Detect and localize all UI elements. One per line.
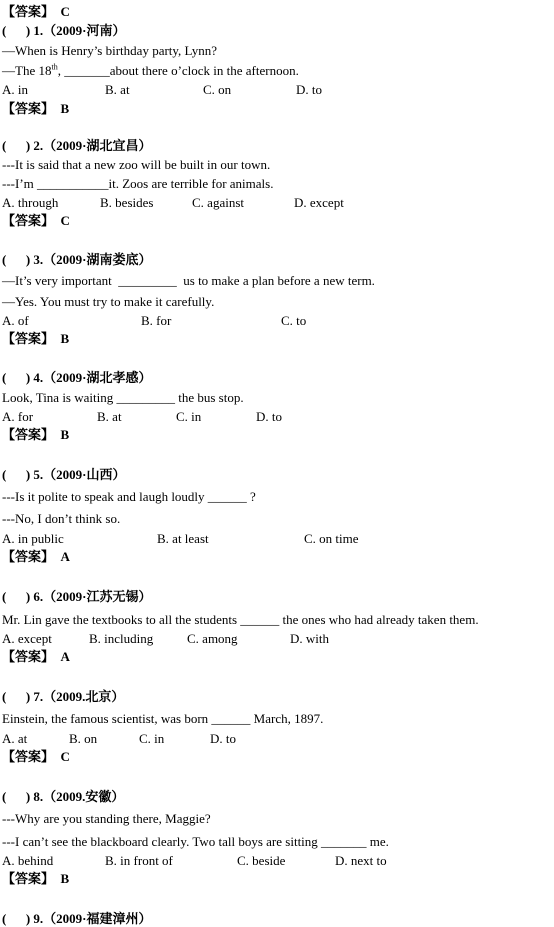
question-number: ( ) 4. <box>2 370 44 385</box>
answer-label: 【答案】 <box>2 101 55 116</box>
question-text: ---It is said that a new zoo will be built in our town. <box>2 157 271 172</box>
option: D. to <box>296 82 322 97</box>
option: A. of <box>2 313 29 328</box>
option: B. besides <box>100 195 154 210</box>
question-header <box>2 689 124 705</box>
answer-label: 【答案】 <box>2 331 55 346</box>
option: D. except <box>294 195 344 210</box>
option: C. among <box>187 631 238 646</box>
question-text: Einstein, the famous scientist, was born ______ March, 1897. <box>2 711 324 726</box>
option: C. in <box>139 731 165 746</box>
answer-label: 【答案】 <box>2 213 55 228</box>
question-number: ( ) 7. <box>2 689 44 704</box>
option: B. on <box>69 731 98 746</box>
option: C. against <box>192 195 244 210</box>
question-header <box>2 252 152 268</box>
option: A. at <box>2 731 28 746</box>
answer-line <box>2 4 70 20</box>
option: B. at <box>105 82 130 97</box>
question-header <box>2 789 124 805</box>
option: C. in <box>176 409 202 424</box>
question-number: ( ) 3. <box>2 252 44 267</box>
option: A. in <box>2 82 28 97</box>
answer-value: B <box>60 101 70 116</box>
answer-label: 【答案】 <box>2 871 55 886</box>
option: B. for <box>141 313 172 328</box>
text-fragment: , __ <box>57 63 78 78</box>
option: B. including <box>89 631 154 646</box>
question-text: ---Is it polite to speak and laugh loudly ______ ? <box>2 489 256 504</box>
answer-label: 【答案】 <box>2 549 55 564</box>
question-text: —It’s very important _________ us to make a plan before a new term. <box>2 273 375 288</box>
question-text: ---I’m ___________it. Zoos are terrible for animals. <box>2 176 274 191</box>
question-header <box>2 370 152 386</box>
text-fragment: —The 18 <box>2 63 52 78</box>
option: D. next to <box>335 853 387 868</box>
answer-value: C <box>60 749 70 764</box>
option: B. at least <box>157 531 209 546</box>
question-source: （2009.北京） <box>43 689 125 704</box>
answer-line <box>2 101 69 117</box>
answer-line <box>2 549 70 565</box>
answer-value: A <box>60 649 70 664</box>
question-source: （2009·福建漳州） <box>43 911 152 926</box>
question-text: ---No, I don’t think so. <box>2 511 121 526</box>
option: C. on <box>203 82 232 97</box>
question-source: （2009·河南） <box>43 23 126 38</box>
question-header <box>2 911 152 927</box>
answer-label: 【答案】 <box>2 4 55 19</box>
answer-value: C <box>60 4 70 19</box>
answer-label: 【答案】 <box>2 427 55 442</box>
question-number: ( ) 6. <box>2 589 44 604</box>
question-source: （2009·湖北宜昌） <box>43 138 152 153</box>
question-number: ( ) 1. <box>2 23 44 38</box>
question-number: ( ) 9. <box>2 911 44 926</box>
option: D. to <box>256 409 282 424</box>
option: C. on time <box>304 531 359 546</box>
option: C. beside <box>237 853 286 868</box>
option: D. to <box>210 731 236 746</box>
option: B. at <box>97 409 122 424</box>
option: A. behind <box>2 853 54 868</box>
option: D. with <box>290 631 329 646</box>
question-text <box>2 63 299 79</box>
answer-line <box>2 331 69 347</box>
answer-line <box>2 649 70 665</box>
answer-line <box>2 213 70 229</box>
question-text: —Yes. You must try to make it carefully. <box>2 294 215 309</box>
question-text: ---I can’t see the blackboard clearly. Two tall boys are sitting _______ me. <box>2 834 389 849</box>
answer-value: A <box>60 549 70 564</box>
answer-label: 【答案】 <box>2 749 55 764</box>
question-text: Mr. Lin gave the textbooks to all the students ______ the ones who had already taken them. <box>2 612 479 627</box>
answer-line <box>2 871 69 887</box>
question-header <box>2 23 126 39</box>
option: A. through <box>2 195 59 210</box>
text-fragment: _____about there o’clock in the afternoon. <box>77 63 299 78</box>
question-source: （2009·湖南娄底） <box>43 252 152 267</box>
question-header <box>2 589 152 605</box>
option: B. in front of <box>105 853 173 868</box>
answer-value: B <box>60 331 70 346</box>
question-header <box>2 138 152 154</box>
answer-line <box>2 427 69 443</box>
option: A. except <box>2 631 52 646</box>
question-header <box>2 467 126 483</box>
option: C. to <box>281 313 307 328</box>
answer-value: B <box>60 427 70 442</box>
option: A. in public <box>2 531 64 546</box>
answer-value: C <box>60 213 70 228</box>
answer-value: B <box>60 871 70 886</box>
answer-line <box>2 749 70 765</box>
question-number: ( ) 5. <box>2 467 44 482</box>
question-number: ( ) 2. <box>2 138 44 153</box>
answer-label: 【答案】 <box>2 649 55 664</box>
option: A. for <box>2 409 34 424</box>
question-text: Look, Tina is waiting _________ the bus stop. <box>2 390 244 405</box>
question-text: ---Why are you standing there, Maggie? <box>2 811 211 826</box>
question-source: （2009·江苏无锡） <box>43 589 152 604</box>
question-text: —When is Henry’s birthday party, Lynn? <box>2 43 218 58</box>
question-source: （2009.安徽） <box>43 789 125 804</box>
question-source: （2009·湖北孝感） <box>43 370 152 385</box>
question-source: （2009·山西） <box>43 467 126 482</box>
ordinal-suffix: th <box>51 62 58 72</box>
question-number: ( ) 8. <box>2 789 44 804</box>
